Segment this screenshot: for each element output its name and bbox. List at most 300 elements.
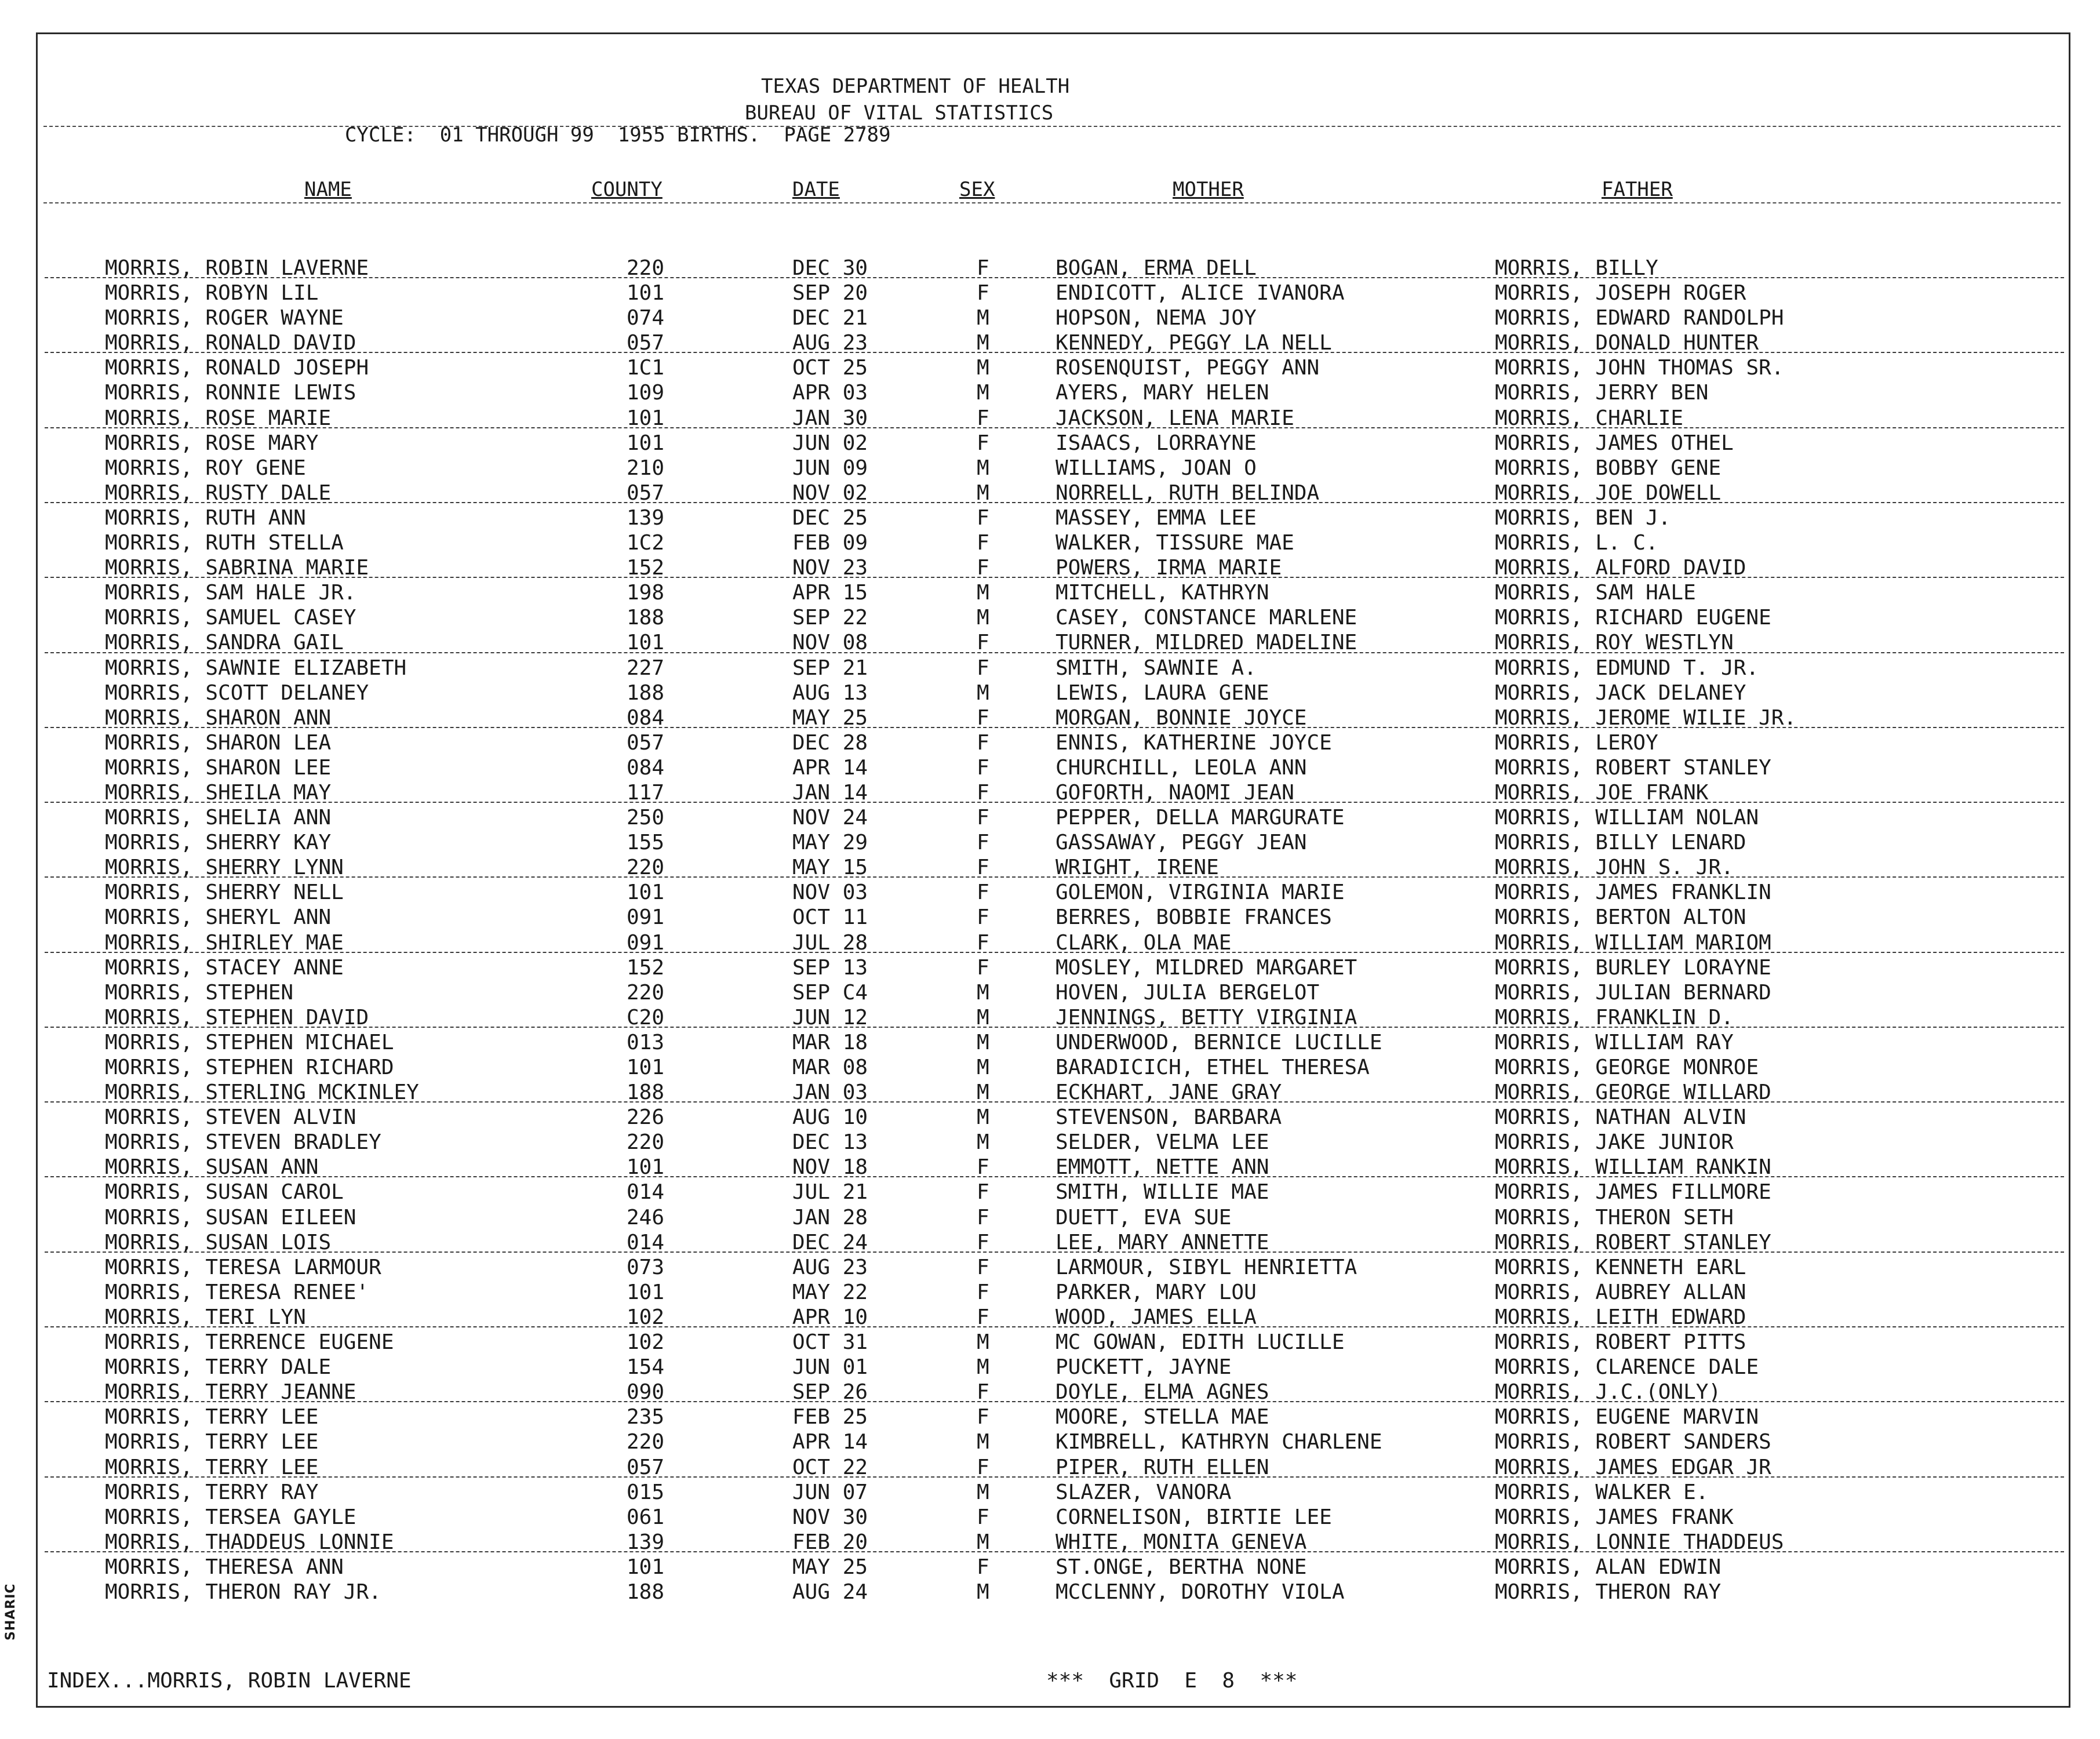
record-date: AUG 10 xyxy=(792,1105,868,1130)
record-name: MORRIS, RONALD DAVID xyxy=(105,331,356,355)
record-row xyxy=(38,656,2069,681)
record-name: MORRIS, STEPHEN RICHARD xyxy=(105,1056,394,1079)
record-county: 139 xyxy=(627,505,665,530)
record-date: MAR 18 xyxy=(792,1030,868,1054)
record-sex: F xyxy=(977,755,989,780)
record-row xyxy=(38,1055,2069,1080)
record-mother: MOORE, STELLA MAE xyxy=(1056,1405,1269,1429)
record-row xyxy=(38,256,2069,281)
record-mother: ISAACS, LORRAYNE xyxy=(1056,431,1257,455)
record-sex: F xyxy=(977,1155,989,1180)
record-name: MORRIS, TERESA RENEE' xyxy=(105,1280,369,1304)
record-name: MORRIS, TERRENCE EUGENE xyxy=(105,1330,394,1355)
record-date: MAY 25 xyxy=(792,705,868,730)
record-mother: KENNEDY, PEGGY LA NELL xyxy=(1056,331,1332,355)
record-father: MORRIS, ALFORD DAVID xyxy=(1495,556,1746,580)
record-sex: F xyxy=(977,556,989,580)
record-mother: CHURCHILL, LEOLA ANN xyxy=(1056,755,1307,780)
record-father: MORRIS, JOSEPH ROGER xyxy=(1495,281,1746,305)
record-row xyxy=(38,330,2069,355)
record-row xyxy=(38,980,2069,1005)
record-sex: F xyxy=(977,531,989,555)
cycle-line: CYCLE: 01 THROUGH 99 1955 BIRTHS. PAGE 2789 xyxy=(345,123,891,147)
record-name: MORRIS, SHERYL ANN xyxy=(105,905,332,930)
record-mother: ENNIS, KATHERINE JOYCE xyxy=(1056,730,1332,755)
record-sex: M xyxy=(977,381,989,405)
record-father: MORRIS, EDWARD RANDOLPH xyxy=(1495,306,1784,330)
record-row xyxy=(38,1080,2069,1105)
record-father: MORRIS, ROY WESTLYN xyxy=(1495,631,1734,655)
record-row xyxy=(38,355,2069,380)
record-name: MORRIS, STACEY ANNE xyxy=(105,955,344,980)
record-date: NOV 03 xyxy=(792,881,868,905)
record-date: MAY 29 xyxy=(792,831,868,855)
record-date: DEC 28 xyxy=(792,730,868,755)
record-row xyxy=(38,1305,2069,1330)
record-row xyxy=(38,730,2069,755)
record-row xyxy=(38,281,2069,305)
record-mother: JENNINGS, BETTY VIRGINIA xyxy=(1056,1005,1357,1029)
record-father: MORRIS, ALAN EDWIN xyxy=(1495,1555,1722,1579)
record-mother: PIPER, RUTH ELLEN xyxy=(1056,1455,1269,1479)
record-name: MORRIS, TERSEA GAYLE xyxy=(105,1505,356,1529)
record-mother: CORNELISON, BIRTIE LEE xyxy=(1056,1505,1332,1529)
record-mother: ENDICOTT, ALICE IVANORA xyxy=(1056,281,1345,305)
record-mother: MCCLENNY, DOROTHY VIOLA xyxy=(1056,1580,1345,1604)
record-father: MORRIS, JOE DOWELL xyxy=(1495,481,1722,505)
record-sex: M xyxy=(977,681,989,705)
record-date: JAN 30 xyxy=(792,406,868,430)
record-name: MORRIS, SUSAN ANN xyxy=(105,1155,319,1180)
record-name: MORRIS, STEPHEN DAVID xyxy=(105,1005,369,1029)
record-name: MORRIS, SHERRY LYNN xyxy=(105,856,344,880)
record-mother: WRIGHT, IRENE xyxy=(1056,856,1219,880)
record-sex: M xyxy=(977,1480,989,1504)
record-father: MORRIS, WILLIAM MARIOM xyxy=(1495,930,1771,955)
record-mother: GOLEMON, VIRGINIA MARIE xyxy=(1056,881,1345,905)
record-name: MORRIS, TERRY DALE xyxy=(105,1355,332,1380)
record-row xyxy=(38,1530,2069,1555)
record-county: 101 xyxy=(627,281,665,305)
record-date: NOV 02 xyxy=(792,481,868,505)
column-header-sex: SEX xyxy=(959,178,995,201)
record-mother: PARKER, MARY LOU xyxy=(1056,1280,1257,1304)
record-name: MORRIS, RONALD JOSEPH xyxy=(105,356,369,380)
record-mother: POWERS, IRMA MARIE xyxy=(1056,556,1282,580)
record-county: 084 xyxy=(627,755,665,780)
record-father: MORRIS, ROBERT STANLEY xyxy=(1495,1230,1771,1254)
record-name: MORRIS, ROGER WAYNE xyxy=(105,306,344,330)
record-mother: LEE, MARY ANNETTE xyxy=(1056,1230,1269,1254)
record-father: MORRIS, JOHN S. JR. xyxy=(1495,856,1734,880)
record-row xyxy=(38,1180,2069,1205)
record-father: MORRIS, EUGENE MARVIN xyxy=(1495,1405,1759,1429)
record-date: SEP 22 xyxy=(792,606,868,630)
record-name: MORRIS, SANDRA GAIL xyxy=(105,631,344,655)
record-county: 101 xyxy=(627,1155,665,1180)
record-date: FEB 20 xyxy=(792,1530,868,1554)
record-mother: BERRES, BOBBIE FRANCES xyxy=(1056,905,1332,930)
record-row xyxy=(38,905,2069,930)
record-sex: F xyxy=(977,256,989,280)
record-father: MORRIS, NATHAN ALVIN xyxy=(1495,1105,1746,1130)
record-name: MORRIS, SAMUEL CASEY xyxy=(105,606,356,630)
record-name: MORRIS, SHARON LEA xyxy=(105,730,332,755)
record-row xyxy=(38,1130,2069,1155)
record-father: MORRIS, JOHN THOMAS SR. xyxy=(1495,356,1784,380)
record-name: MORRIS, SAWNIE ELIZABETH xyxy=(105,656,407,680)
column-header-father: FATHER xyxy=(1602,178,1673,201)
record-date: SEP 21 xyxy=(792,656,868,680)
column-header-rule xyxy=(43,202,2061,203)
column-header-date: DATE xyxy=(792,178,840,201)
record-row xyxy=(38,1205,2069,1230)
record-father: MORRIS, JAKE JUNIOR xyxy=(1495,1130,1734,1155)
record-mother: LEWIS, LAURA GENE xyxy=(1056,681,1269,705)
record-county: 101 xyxy=(627,881,665,905)
record-sex: M xyxy=(977,1430,989,1454)
record-sex: F xyxy=(977,1205,989,1229)
record-name: MORRIS, THERON RAY JR. xyxy=(105,1580,381,1604)
record-father: MORRIS, ROBERT SANDERS xyxy=(1495,1430,1771,1454)
record-county: 198 xyxy=(627,581,665,605)
record-father: MORRIS, CLARENCE DALE xyxy=(1495,1355,1759,1380)
record-county: 188 xyxy=(627,1580,665,1604)
record-county: 226 xyxy=(627,1105,665,1130)
record-row xyxy=(38,1030,2069,1055)
record-father: MORRIS, CHARLIE xyxy=(1495,406,1684,430)
record-county: 015 xyxy=(627,1480,665,1504)
record-date: OCT 25 xyxy=(792,356,868,380)
record-row xyxy=(38,1155,2069,1180)
record-county: 101 xyxy=(627,1280,665,1304)
record-row xyxy=(38,406,2069,431)
record-date: DEC 30 xyxy=(792,256,868,280)
agency-title: TEXAS DEPARTMENT OF HEALTH xyxy=(761,75,1070,98)
record-sex: F xyxy=(977,905,989,930)
record-sex: F xyxy=(977,730,989,755)
record-mother: WILLIAMS, JOAN O xyxy=(1056,456,1257,480)
record-name: MORRIS, TERRY LEE xyxy=(105,1430,319,1454)
record-father: MORRIS, EDMUND T. JR. xyxy=(1495,656,1759,680)
record-county: 057 xyxy=(627,331,665,355)
record-sex: M xyxy=(977,980,989,1005)
record-county: 101 xyxy=(627,1056,665,1079)
record-county: 227 xyxy=(627,656,665,680)
record-mother: GASSAWAY, PEGGY JEAN xyxy=(1056,831,1307,855)
record-father: MORRIS, LONNIE THADDEUS xyxy=(1495,1530,1784,1554)
record-sex: F xyxy=(977,505,989,530)
record-name: MORRIS, RUTH ANN xyxy=(105,505,306,530)
record-row xyxy=(38,1255,2069,1280)
record-county: 152 xyxy=(627,556,665,580)
record-sex: F xyxy=(977,1255,989,1279)
record-row xyxy=(38,555,2069,580)
record-father: MORRIS, RICHARD EUGENE xyxy=(1495,606,1771,630)
record-county: 057 xyxy=(627,1455,665,1479)
record-mother: BARADICICH, ETHEL THERESA xyxy=(1056,1056,1370,1079)
record-date: AUG 23 xyxy=(792,331,868,355)
record-mother: TURNER, MILDRED MADELINE xyxy=(1056,631,1357,655)
record-county: 220 xyxy=(627,980,665,1005)
record-date: APR 15 xyxy=(792,581,868,605)
record-mother: MOSLEY, MILDRED MARGARET xyxy=(1056,955,1357,980)
record-date: JUL 21 xyxy=(792,1180,868,1205)
record-county: 235 xyxy=(627,1405,665,1429)
record-date: SEP 13 xyxy=(792,955,868,980)
record-date: SEP 26 xyxy=(792,1380,868,1405)
record-sex: F xyxy=(977,780,989,805)
record-row xyxy=(38,1455,2069,1480)
record-name: MORRIS, SHEILA MAY xyxy=(105,780,332,805)
record-name: MORRIS, SHERRY KAY xyxy=(105,831,332,855)
record-name: MORRIS, TERI LYN xyxy=(105,1305,306,1329)
record-sex: F xyxy=(977,631,989,655)
record-name: MORRIS, SHELIA ANN xyxy=(105,806,332,830)
record-row xyxy=(38,380,2069,405)
record-father: MORRIS, JAMES OTHEL xyxy=(1495,431,1734,455)
record-row xyxy=(38,830,2069,855)
record-row xyxy=(38,1555,2069,1580)
record-mother: CASEY, CONSTANCE MARLENE xyxy=(1056,606,1357,630)
record-county: 091 xyxy=(627,930,665,955)
record-name: MORRIS, STEPHEN MICHAEL xyxy=(105,1030,394,1054)
record-row xyxy=(38,505,2069,530)
record-sex: F xyxy=(977,1405,989,1429)
record-sex: M xyxy=(977,331,989,355)
record-date: JUN 01 xyxy=(792,1355,868,1380)
record-sex: M xyxy=(977,456,989,480)
record-row xyxy=(38,780,2069,805)
record-mother: HOVEN, JULIA BERGELOT xyxy=(1056,980,1320,1005)
record-date: AUG 13 xyxy=(792,681,868,705)
record-county: 014 xyxy=(627,1230,665,1254)
record-name: MORRIS, STERLING MCKINLEY xyxy=(105,1080,419,1105)
record-father: MORRIS, JACK DELANEY xyxy=(1495,681,1746,705)
record-name: MORRIS, STEVEN BRADLEY xyxy=(105,1130,381,1155)
record-mother: MC GOWAN, EDITH LUCILLE xyxy=(1056,1330,1345,1355)
record-mother: KIMBRELL, KATHRYN CHARLENE xyxy=(1056,1430,1382,1454)
record-date: JUN 07 xyxy=(792,1480,868,1504)
record-mother: SELDER, VELMA LEE xyxy=(1056,1130,1269,1155)
record-sex: M xyxy=(977,1005,989,1029)
record-date: APR 14 xyxy=(792,755,868,780)
record-mother: WALKER, TISSURE MAE xyxy=(1056,531,1294,555)
record-sex: M xyxy=(977,1530,989,1554)
record-sex: M xyxy=(977,1355,989,1380)
record-name: MORRIS, TERESA LARMOUR xyxy=(105,1255,381,1279)
record-row xyxy=(38,1355,2069,1380)
record-date: NOV 08 xyxy=(792,631,868,655)
record-father: MORRIS, LEROY xyxy=(1495,730,1658,755)
record-mother: EMMOTT, NETTE ANN xyxy=(1056,1155,1269,1180)
record-date: JAN 28 xyxy=(792,1205,868,1229)
record-sex: F xyxy=(977,1305,989,1329)
record-row xyxy=(38,955,2069,980)
record-mother: LARMOUR, SIBYL HENRIETTA xyxy=(1056,1255,1357,1279)
record-father: MORRIS, WILLIAM RAY xyxy=(1495,1030,1734,1054)
record-county: 101 xyxy=(627,431,665,455)
record-county: 210 xyxy=(627,456,665,480)
records-list xyxy=(38,256,2069,1605)
record-sex: F xyxy=(977,1505,989,1529)
record-sex: F xyxy=(977,1280,989,1304)
record-father: MORRIS, JEROME WILIE JR. xyxy=(1495,705,1797,730)
record-row xyxy=(38,1005,2069,1030)
record-county: 057 xyxy=(627,481,665,505)
record-row xyxy=(38,930,2069,955)
record-sex: M xyxy=(977,1080,989,1105)
record-row xyxy=(38,1380,2069,1405)
record-row xyxy=(38,481,2069,505)
record-father: MORRIS, JULIAN BERNARD xyxy=(1495,980,1771,1005)
record-father: MORRIS, ROBERT STANLEY xyxy=(1495,755,1771,780)
record-date: JAN 14 xyxy=(792,780,868,805)
record-county: C20 xyxy=(627,1005,665,1029)
record-row xyxy=(38,1230,2069,1255)
record-father: MORRIS, KENNETH EARL xyxy=(1495,1255,1746,1279)
record-sex: F xyxy=(977,281,989,305)
record-mother: DUETT, EVA SUE xyxy=(1056,1205,1232,1229)
record-name: MORRIS, RONNIE LEWIS xyxy=(105,381,356,405)
record-mother: ECKHART, JANE GRAY xyxy=(1056,1080,1282,1105)
record-row xyxy=(38,1580,2069,1605)
record-sex: F xyxy=(977,431,989,455)
record-county: 1C2 xyxy=(627,531,665,555)
record-mother: CLARK, OLA MAE xyxy=(1056,930,1232,955)
record-name: MORRIS, TERRY JEANNE xyxy=(105,1380,356,1405)
record-father: MORRIS, BILLY LENARD xyxy=(1495,831,1746,855)
record-county: 013 xyxy=(627,1030,665,1054)
record-father: MORRIS, BEN J. xyxy=(1495,505,1671,530)
record-sex: M xyxy=(977,606,989,630)
record-row xyxy=(38,705,2069,730)
record-date: OCT 31 xyxy=(792,1330,868,1355)
record-sex: F xyxy=(977,806,989,830)
record-sex: M xyxy=(977,1030,989,1054)
record-sex: F xyxy=(977,930,989,955)
record-father: MORRIS, J.C.(ONLY) xyxy=(1495,1380,1722,1405)
record-sex: M xyxy=(977,1105,989,1130)
record-county: 246 xyxy=(627,1205,665,1229)
record-father: MORRIS, JAMES FRANKLIN xyxy=(1495,881,1771,905)
record-county: 061 xyxy=(627,1505,665,1529)
record-name: MORRIS, SHIRLEY MAE xyxy=(105,930,344,955)
record-mother: SMITH, SAWNIE A. xyxy=(1056,656,1257,680)
record-date: DEC 24 xyxy=(792,1230,868,1254)
record-name: MORRIS, SUSAN LOIS xyxy=(105,1230,332,1254)
record-name: MORRIS, TERRY LEE xyxy=(105,1455,319,1479)
record-mother: AYERS, MARY HELEN xyxy=(1056,381,1269,405)
record-father: MORRIS, JERRY BEN xyxy=(1495,381,1709,405)
record-father: MORRIS, GEORGE MONROE xyxy=(1495,1056,1759,1079)
record-date: DEC 13 xyxy=(792,1130,868,1155)
record-mother: HOPSON, NEMA JOY xyxy=(1056,306,1257,330)
record-name: MORRIS, SUSAN CAROL xyxy=(105,1180,344,1205)
side-label: SHARIC xyxy=(3,1583,18,1640)
record-sex: F xyxy=(977,1230,989,1254)
record-county: 101 xyxy=(627,1555,665,1579)
record-sex: F xyxy=(977,1180,989,1205)
record-county: 155 xyxy=(627,831,665,855)
record-father: MORRIS, WILLIAM NOLAN xyxy=(1495,806,1759,830)
record-date: OCT 22 xyxy=(792,1455,868,1479)
register-page xyxy=(36,32,2070,1708)
record-name: MORRIS, TERRY LEE xyxy=(105,1405,319,1429)
record-mother: PEPPER, DELLA MARGURATE xyxy=(1056,806,1345,830)
record-father: MORRIS, JAMES EDGAR JR xyxy=(1495,1455,1771,1479)
record-father: MORRIS, LEITH EDWARD xyxy=(1495,1305,1746,1329)
record-father: MORRIS, FRANKLIN D. xyxy=(1495,1005,1734,1029)
record-row xyxy=(38,1405,2069,1429)
record-row xyxy=(38,456,2069,481)
record-county: 109 xyxy=(627,381,665,405)
record-sex: F xyxy=(977,856,989,880)
record-county: 102 xyxy=(627,1305,665,1329)
record-mother: UNDERWOOD, BERNICE LUCILLE xyxy=(1056,1030,1382,1054)
index-line: INDEX...MORRIS, ROBIN LAVERNE xyxy=(47,1669,412,1693)
record-mother: WHITE, MONITA GENEVA xyxy=(1056,1530,1307,1554)
record-date: OCT 11 xyxy=(792,905,868,930)
record-row xyxy=(38,880,2069,905)
record-mother: SMITH, WILLIE MAE xyxy=(1056,1180,1269,1205)
record-sex: F xyxy=(977,406,989,430)
record-father: MORRIS, GEORGE WILLARD xyxy=(1495,1080,1771,1105)
record-row xyxy=(38,530,2069,555)
record-father: MORRIS, THERON SETH xyxy=(1495,1205,1734,1229)
record-sex: M xyxy=(977,1130,989,1155)
record-date: MAY 15 xyxy=(792,856,868,880)
record-row xyxy=(38,681,2069,705)
record-father: MORRIS, BILLY xyxy=(1495,256,1658,280)
record-sex: M xyxy=(977,1580,989,1604)
record-mother: ST.ONGE, BERTHA NONE xyxy=(1056,1555,1307,1579)
record-row xyxy=(38,855,2069,880)
record-father: MORRIS, ROBERT PITTS xyxy=(1495,1330,1746,1355)
record-father: MORRIS, JOE FRANK xyxy=(1495,780,1709,805)
record-sex: F xyxy=(977,1380,989,1405)
record-date: NOV 18 xyxy=(792,1155,868,1180)
record-name: MORRIS, RUTH STELLA xyxy=(105,531,344,555)
record-county: 188 xyxy=(627,1080,665,1105)
grid-reference: *** GRID E 8 *** xyxy=(1046,1669,1298,1693)
record-mother: GOFORTH, NAOMI JEAN xyxy=(1056,780,1294,805)
record-date: SEP C4 xyxy=(792,980,868,1005)
record-county: 102 xyxy=(627,1330,665,1355)
record-date: MAR 08 xyxy=(792,1056,868,1079)
record-row xyxy=(38,755,2069,780)
record-county: 073 xyxy=(627,1255,665,1279)
record-father: MORRIS, AUBREY ALLAN xyxy=(1495,1280,1746,1304)
record-county: 091 xyxy=(627,905,665,930)
record-name: MORRIS, ROY GENE xyxy=(105,456,306,480)
record-row xyxy=(38,1505,2069,1530)
record-mother: NORRELL, RUTH BELINDA xyxy=(1056,481,1320,505)
record-date: NOV 23 xyxy=(792,556,868,580)
record-name: MORRIS, THADDEUS LONNIE xyxy=(105,1530,394,1554)
record-sex: F xyxy=(977,881,989,905)
record-father: MORRIS, WILLIAM RANKIN xyxy=(1495,1155,1771,1180)
record-name: MORRIS, SCOTT DELANEY xyxy=(105,681,369,705)
record-date: AUG 23 xyxy=(792,1255,868,1279)
record-sex: M xyxy=(977,581,989,605)
record-date: JAN 03 xyxy=(792,1080,868,1105)
record-county: 1C1 xyxy=(627,356,665,380)
record-date: JUN 09 xyxy=(792,456,868,480)
record-sex: M xyxy=(977,356,989,380)
record-father: MORRIS, DONALD HUNTER xyxy=(1495,331,1759,355)
record-sex: F xyxy=(977,1455,989,1479)
